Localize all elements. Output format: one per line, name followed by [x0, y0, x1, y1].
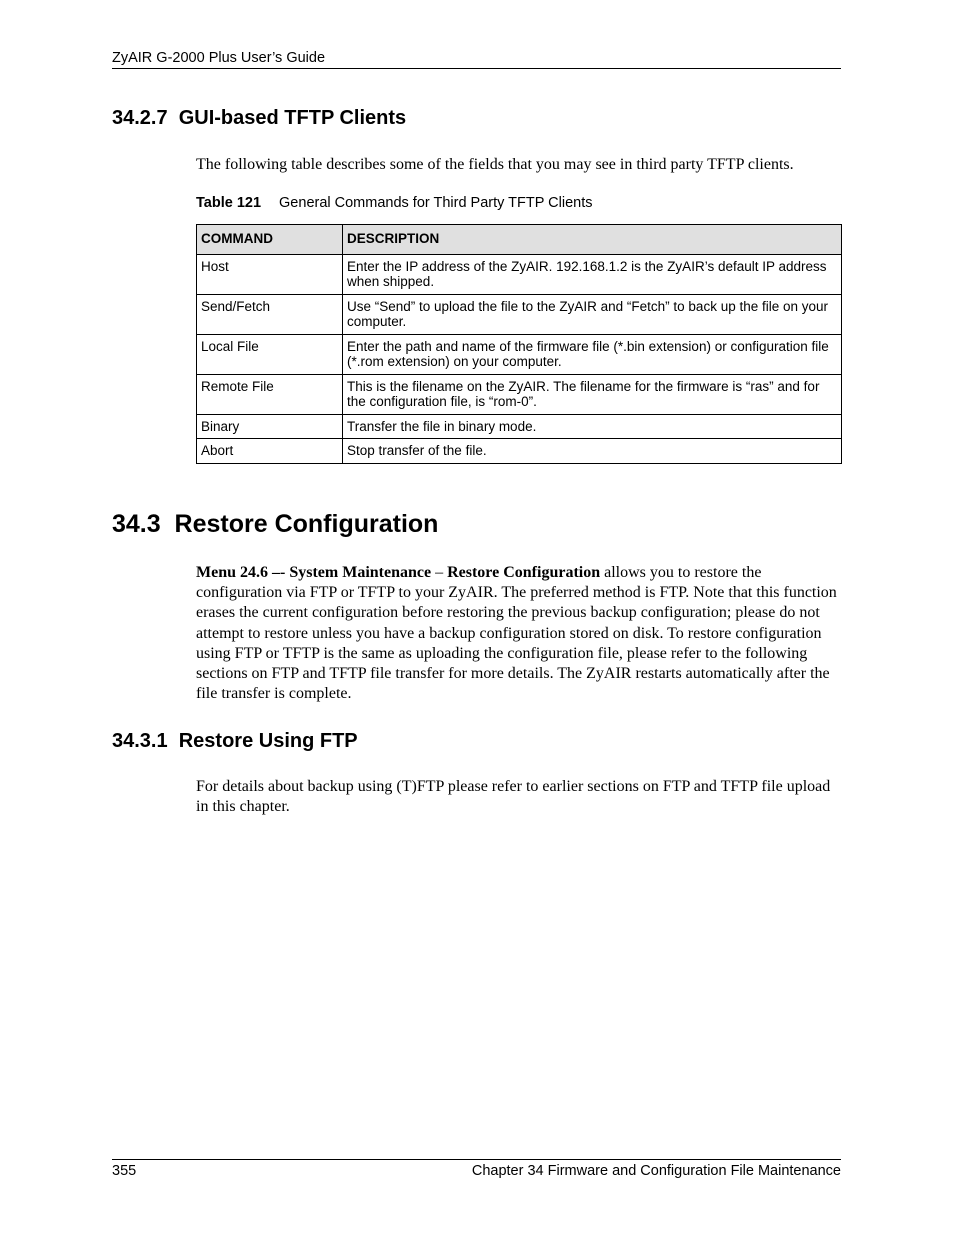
table-row — [197, 439, 842, 464]
table-row — [197, 414, 842, 439]
separator-dash: – — [431, 564, 448, 581]
intro-paragraph: The following table describes some of the fields that you may see in third party TFTP clients. — [196, 156, 794, 173]
command-cell: Abort — [197, 439, 343, 464]
command-cell: Local File — [197, 334, 343, 374]
restore-ftp-paragraph: For details about backup using (T)FTP please refer to earlier sections on FTP and TFTP file upload in this chapter. — [196, 778, 831, 816]
description-cell: Use “Send” to upload the file to the ZyAIR and “Fetch” to back up the file on your computer. — [343, 294, 842, 334]
description-cell: Enter the IP address of the ZyAIR. 192.168.1.2 is the ZyAIR’s default IP address when shipped. — [343, 254, 842, 294]
table-row — [197, 334, 842, 374]
column-header-command: COMMAND — [197, 225, 343, 255]
column-header-description: DESCRIPTION — [343, 225, 842, 255]
page-header — [112, 50, 841, 69]
page-number: 355 — [112, 1163, 137, 1179]
menu-reference: Menu 24.6 –- System Maintenance — [196, 564, 432, 581]
table-caption-text: General Commands for Third Party TFTP Clients — [279, 195, 593, 211]
table-caption — [196, 195, 593, 211]
table-header-row — [197, 225, 842, 255]
page-footer — [112, 1159, 841, 1179]
table-row — [197, 374, 842, 414]
description-cell: Stop transfer of the file. — [343, 439, 842, 464]
table-row — [197, 254, 842, 294]
tftp-commands-table — [196, 224, 842, 464]
section-heading-restore-configuration: 34.3 Restore Configuration — [112, 510, 439, 538]
description-cell: Transfer the file in binary mode. — [343, 414, 842, 439]
restore-paragraph — [196, 563, 841, 704]
section-heading-gui-tftp: 34.2.7 GUI-based TFTP Clients — [112, 107, 407, 129]
command-cell: Binary — [197, 414, 343, 439]
restore-description: allows you to restore the configuration via FTP or TFTP to your ZyAIR. The preferred method is FTP. Note that this function erases the current configuration before restoring the previous backup configuration; please do not attempt to restore unless you have a backup configuration stored on disk. To restore configuration using FTP or TFTP is the same as uploading the configuration file, please refer to the following sections on FTP and TFTP file transfer for more details. The ZyAIR restarts automatically after the file transfer is complete. — [196, 564, 837, 703]
command-cell: Remote File — [197, 374, 343, 414]
guide-title: ZyAIR G-2000 Plus User’s Guide — [112, 50, 326, 66]
command-cell: Send/Fetch — [197, 294, 343, 334]
section-heading-restore-ftp: 34.3.1 Restore Using FTP — [112, 730, 358, 752]
table-row — [197, 294, 842, 334]
menu-item-name: Restore Configuration — [447, 564, 601, 581]
description-cell: This is the filename on the ZyAIR. The filename for the firmware is “ras” and for the configuration file, is “rom-0”. — [343, 374, 842, 414]
command-cell: Host — [197, 254, 343, 294]
chapter-title: Chapter 34 Firmware and Configuration File Maintenance — [471, 1163, 841, 1179]
table-caption-number: Table 121 — [196, 195, 262, 211]
description-cell: Enter the path and name of the firmware file (*.bin extension) or configuration file (*.rom extension) on your computer. — [343, 334, 842, 374]
